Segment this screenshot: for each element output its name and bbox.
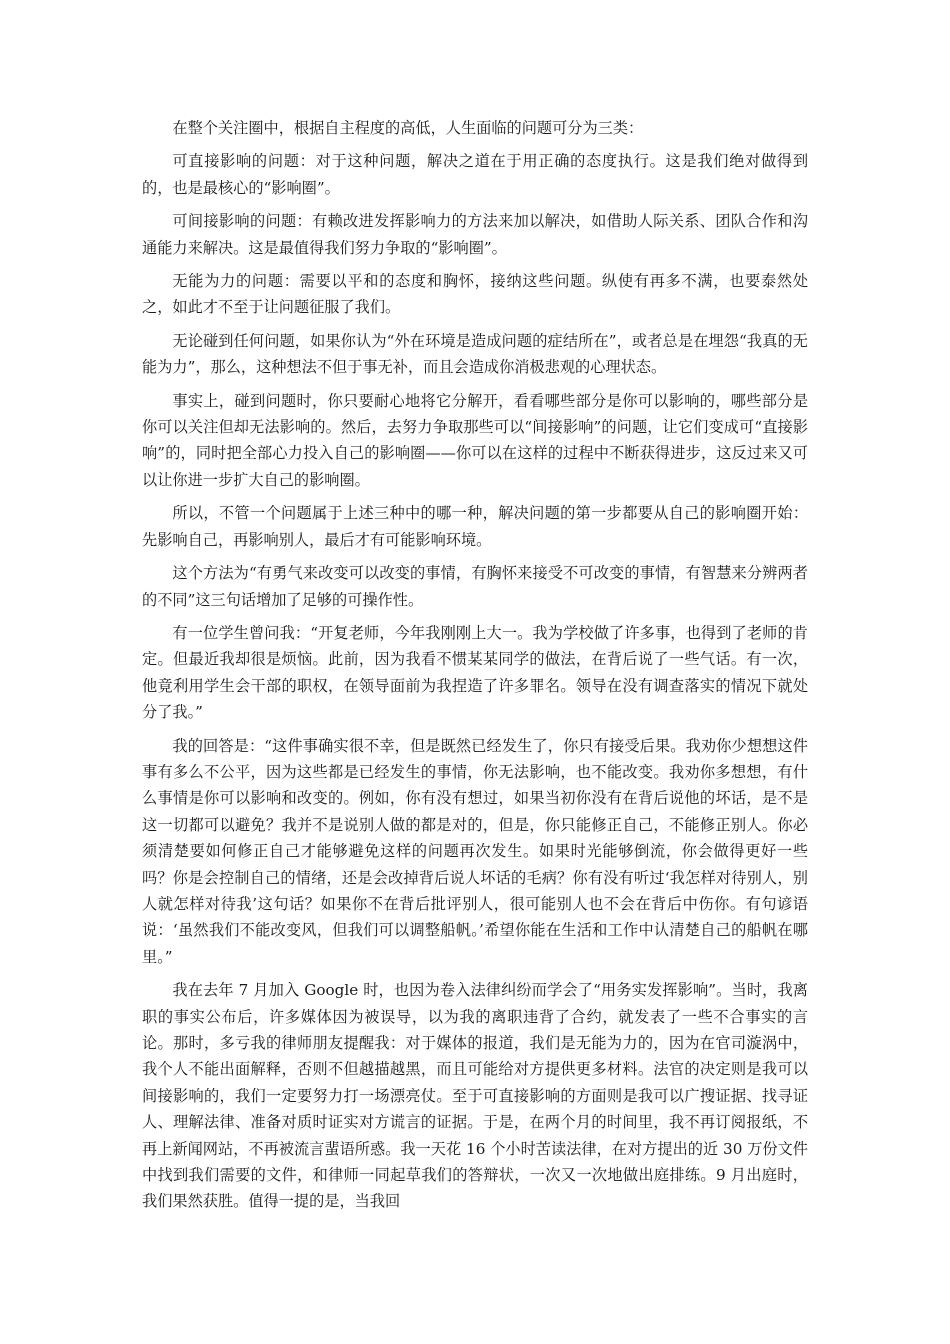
paragraph-2: 可直接影响的问题：对于这种问题，解决之道在于用正确的态度执行。这是我们绝对做得到的，也是最核心的“影响圈”。 <box>142 152 808 197</box>
paragraph-11: 我在去年 7 月加入 Google 时，也因为卷入法律纠纷而学会了“用务实发挥影响”。当时，我离职的事实公布后，许多媒体因为被误导，以为我的离职违背了合约，就发表了一些不合事实的言论。那时，多亏我的律师朋友提醒我：对于媒体的报道，我们是无能为力的，因为在官司漩涡中，我个人不能出面解释，否则不但越描越黑，而且可能给对方提供更多材料。法官的决定则是我可以间接影响的，我们一定要努力打一场漂亮仗。至于可直接影响的方面则是我可以广搜证据、找寻证人、理解法律、准备对质时证实对方谎言的证据。于是，在两个月的时间里，我不再订阅报纸，不再上新闻网站，不再被流言蜚语所惑。我一天花 16 个小时苦读法律，在对方提出的近 30 万份文件中找到我们需要的文件，和律师一同起草我们的答辩状，一次又一次地做出庭排练。9 月出庭时，我们果然获胜。值得一提的是，当我回 <box>142 981 808 1211</box>
paragraph-7: 所以，不管一个问题属于上述三种中的哪一种，解决问题的第一步都要从自己的影响圈开始：先影响自己，再影响别人，最后才有可能影响环境。 <box>142 504 808 549</box>
paragraph-8: 这个方法为“有勇气来改变可以改变的事情，有胸怀来接受不可改变的事情，有智慧来分辨两者的不同”这三句话增加了足够的可操作性。 <box>142 564 808 609</box>
paragraph-1: 在整个关注圈中，根据自主程度的高低，人生面临的问题可分为三类： <box>172 119 644 137</box>
paragraph-9: 有一位学生曾问我：“开复老师，今年我刚刚上大一。我为学校做了许多事，也得到了老师的肯定。但最近我却很是烦恼。此前，因为我看不惯某某同学的做法，在背后说了一些气话。有一次，他竟利用学生会干部的职权，在领导面前为我捏造了许多罪名。领导在没有调查落实的情况下就处分了我。” <box>142 623 808 722</box>
paragraph-4: 无能为力的问题：需要以平和的态度和胸怀，接纳这些问题。纵使有再多不满，也要泰然处之，如此才不至于让问题征服了我们。 <box>142 272 808 317</box>
paragraph-5: 无论碰到任何问题，如果你认为“外在环境是造成问题的症结所在”，或者总是在埋怨“我真的无能为力”，那么，这种想法不但于事无补，而且会造成你消极悲观的心理状态。 <box>142 331 808 377</box>
document-body <box>142 115 808 1222</box>
paragraph-6: 事实上，碰到问题时，你只要耐心地将它分解开，看看哪些部分是你可以影响的，哪些部分是你可以关注但却无法影响的。然后，去努力争取那些可以“间接影响”的问题，让它们变成可“直接影响”的，同时把全部心力投入自己的影响圈——你可以在这样的过程中不断获得进步，这反过来又可以让你进一步扩大自己的影响圈。 <box>142 391 808 489</box>
paragraph-10: 我的回答是：“这件事确实很不幸，但是既然已经发生了，你只有接受后果。我劝你少想想这件事有多么不公平，因为这些都是已经发生的事情，你无法影响，也不能改变。我劝你多想想，有什么事情是你可以影响和改变的。例如，你有没有想过，如果当初你没有在背后说他的坏话，是不是这一切都可以避免？我并不是说别人做的都是对的，但是，你只能修正自己，不能修正别人。你必须清楚要如何修正自己才能够避免这样的问题再次发生。如果时光能够倒流，你会做得更好一些吗？你是会控制自己的情绪，还是会改掉背后说人坏话的毛病？你有没有听过‘我怎样对待别人，别人就怎样对待我’这句话？如果你不在背后批评别人，很可能别人也不会在背后中伤你。有句谚语说：‘虽然我们不能改变风，但我们可以调整船帆。’希望你能在生活和工作中认清楚自己的船帆在哪里。” <box>142 736 808 966</box>
paragraph-3: 可间接影响的问题：有赖改进发挥影响力的方法来加以解决，如借助人际关系、团队合作和沟通能力来解决。这是最值得我们努力争取的“影响圈”。 <box>142 212 808 257</box>
